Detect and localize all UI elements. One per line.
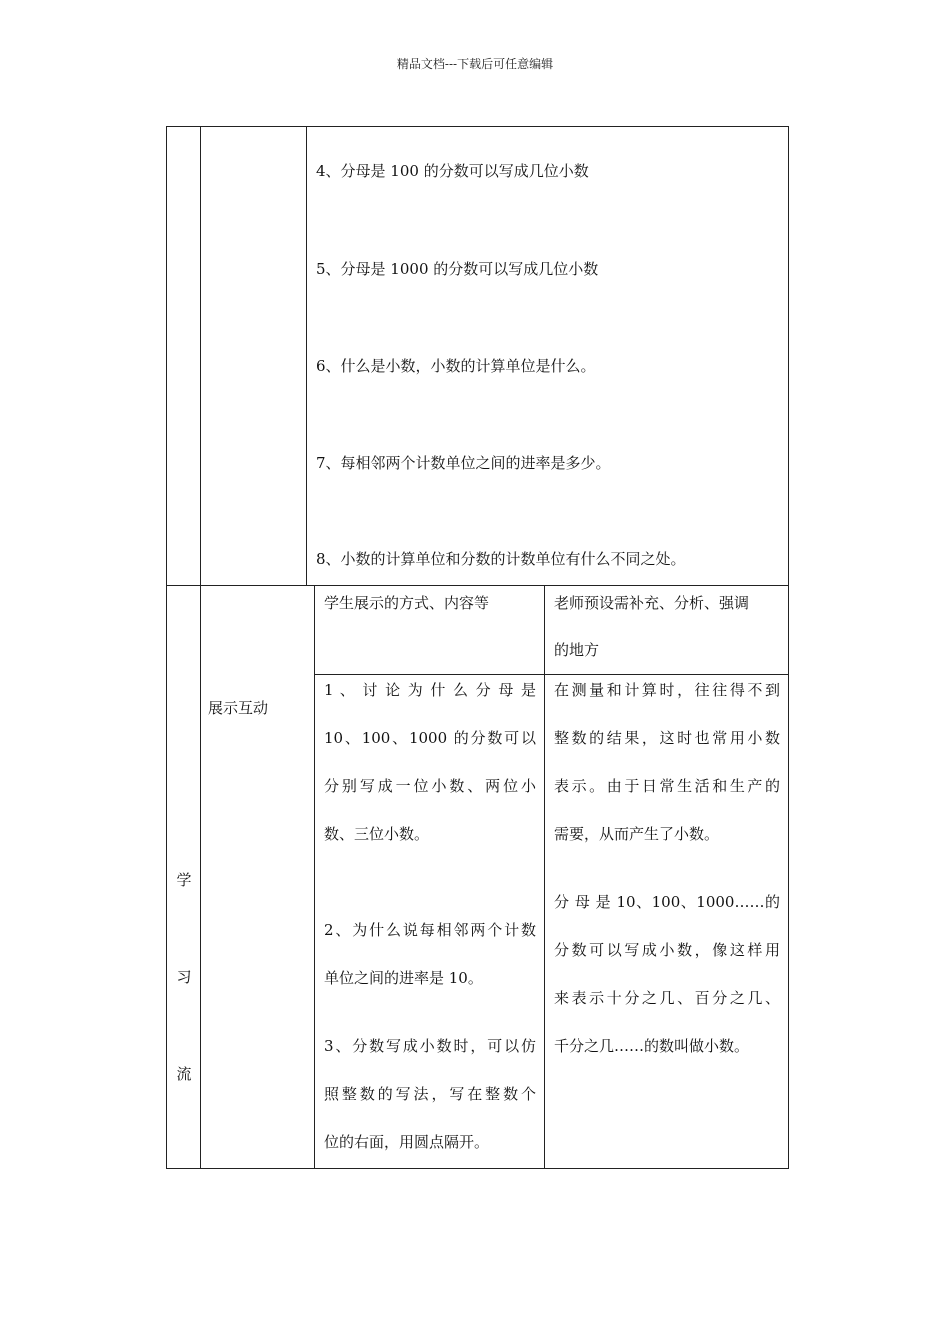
teacher-note-2-line: 分 母 是 10、100、1000……的 [554,893,780,911]
col-divider-3 [544,585,545,1169]
student-item-2-line: 单位之间的进率是 10。 [324,969,483,987]
side-label-char-1: 学 [176,871,192,889]
teacher-column-header-line-2: 的地方 [554,641,600,659]
col-divider-2-bottom [314,585,315,1169]
table-bottom-border [166,1168,789,1169]
teacher-note-1-line: 需要，从而产生了小数。 [554,825,720,843]
teacher-note-1-line: 整数的结果，这时也常用小数 [554,729,780,747]
teacher-note-1-line: 在测量和计算时，往往得不到 [554,681,780,699]
question-4: 4、分母是 100 的分数可以写成几位小数 [316,162,589,180]
table-left-border [166,126,167,1169]
student-item-2 [324,906,536,1002]
student-item-3-line: 照整数的写法，写在整数个 [324,1085,536,1103]
teacher-column-header-line-1: 老师预设需补充、分析、强调 [554,594,750,612]
side-label-char-2: 习 [176,968,192,986]
question-6: 6、什么是小数，小数的计算单位是什么。 [316,357,596,375]
student-item-1-line: 分别写成一位小数、两位小 [324,777,536,795]
student-item-3-line: 位的右面，用圆点隔开。 [324,1133,490,1151]
col-divider-2-top [306,126,307,586]
table-right-border [788,126,789,1169]
teacher-note-2-line: 千分之几……的数叫做小数。 [554,1037,750,1055]
student-item-3-line: 3、分数写成小数时，可以仿 [324,1037,536,1055]
page-header: 精品文档---下载后可任意编辑 [396,57,554,71]
teacher-note-2 [554,878,780,1070]
student-item-3 [324,1022,536,1166]
table-top-border [166,126,789,127]
student-item-1-line: 数、三位小数。 [324,825,430,843]
student-column-header: 学生展示的方式、内容等 [324,594,490,612]
stage-label: 展示互动 [208,699,269,717]
student-item-2-line: 2、为什么说每相邻两个计数 [324,921,536,939]
question-5: 5、分母是 1000 的分数可以写成几位小数 [316,260,599,278]
side-label-char-3: 流 [176,1065,192,1083]
question-7: 7、每相邻两个计数单位之间的进率是多少。 [316,454,611,472]
teacher-note-2-line: 分数可以写成小数，像这样用 [554,941,780,959]
section-divider [166,585,789,586]
student-item-1-line: 1 、 讨 论 为 什 么 分 母 是 [324,681,536,699]
student-item-1-line: 10、100、1000 的分数可以 [324,729,536,747]
student-item-1 [324,666,536,858]
teacher-note-2-line: 来表示十分之几、百分之几、 [554,989,780,1007]
col-divider-1 [200,126,201,1169]
teacher-note-1-line: 表示。由于日常生活和生产的 [554,777,780,795]
teacher-note-1 [554,666,780,858]
question-8: 8、小数的计算单位和分数的计数单位有什么不同之处。 [316,550,686,568]
